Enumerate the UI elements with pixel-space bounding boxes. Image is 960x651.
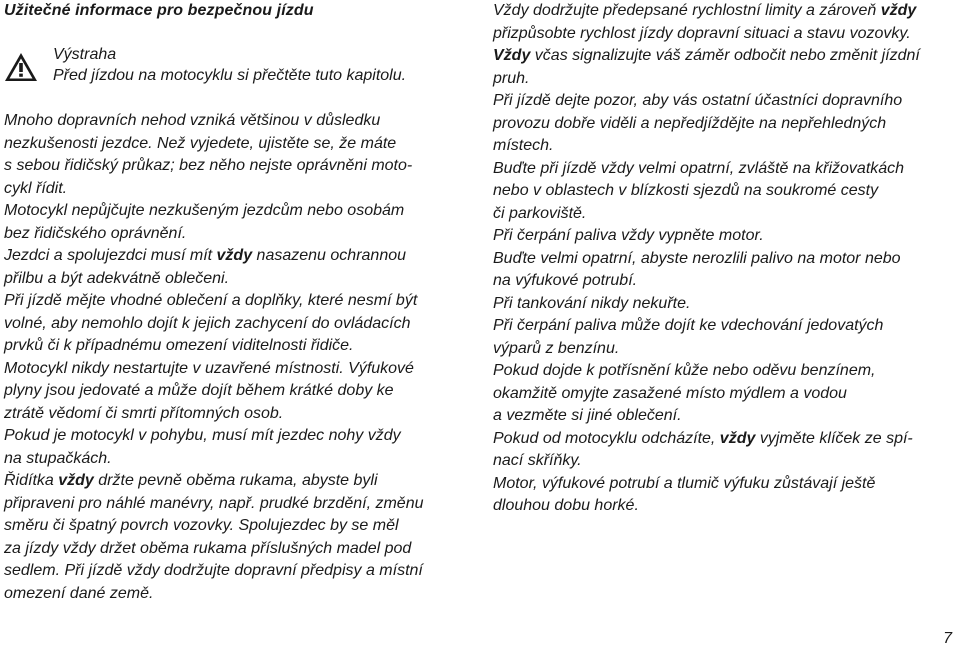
paragraph (4, 200, 464, 245)
text-segment: Jezdci a spolujezdci musí mít (4, 247, 217, 264)
emphasis-word: Vždy (493, 47, 531, 64)
emphasis-word: vždy (719, 429, 756, 447)
text-segment: nezkušenosti jezdce. Než vyjedete, ujistěte se, že máte (4, 134, 397, 152)
paragraph (493, 90, 960, 158)
text-line (4, 155, 464, 178)
text-segment: na výfukové potrubí. (493, 272, 638, 289)
section-heading: Užitečné informace pro bezpečnou jízdu (4, 2, 314, 19)
text-segment: nací skříňky. (493, 452, 582, 469)
text-segment: Pokud od motocyklu odcházíte, (493, 429, 720, 447)
right-column (493, 0, 960, 518)
text-line (4, 290, 464, 313)
paragraph (4, 425, 464, 470)
text-line (493, 293, 960, 316)
text-segment: Při čerpání paliva může dojít ke vdechování jedovatých (493, 317, 884, 334)
paragraph (493, 428, 960, 473)
text-segment: či parkoviště. (493, 204, 587, 222)
text-line (4, 245, 464, 268)
warning-text: Před jízdou na motocyklu si přečtěte tuto kapitolu. (53, 67, 407, 84)
text-line (4, 200, 464, 223)
emphasis-word: vždy (216, 247, 253, 264)
text-segment: dlouhou dobu horké. (493, 497, 639, 514)
text-segment: směru či špatný povrch vozovky. Spolujezdec by se měl (4, 517, 399, 534)
text-segment: Při tankování nikdy nekuřte. (493, 294, 691, 312)
text-line (493, 473, 960, 496)
warning-notice (4, 44, 464, 90)
text-line (4, 223, 464, 246)
text-line (493, 450, 960, 473)
text-segment: bez řidičského oprávnění. (4, 224, 187, 242)
text-line (4, 470, 464, 493)
paragraph (493, 0, 960, 45)
paragraph (493, 225, 960, 248)
text-segment: místech. (493, 137, 554, 154)
paragraph (4, 245, 464, 290)
text-line (493, 0, 960, 23)
text-segment: cykl řídit. (4, 179, 68, 197)
text-segment: na stupačkách. (4, 449, 112, 467)
paragraph (4, 290, 464, 358)
text-segment: výparů z benzínu. (493, 339, 620, 357)
text-line (4, 403, 464, 426)
text-segment: a vezměte si jiné oblečení. (493, 407, 682, 424)
text-line (493, 135, 960, 158)
text-line (4, 268, 464, 291)
text-segment: omezení dané země. (4, 584, 154, 602)
text-line (493, 360, 960, 383)
text-line (4, 583, 464, 606)
text-line (4, 515, 464, 538)
paragraph (493, 248, 960, 293)
text-segment: připraveni pro náhlé manévry, např. prudké brzdění, změnu (4, 494, 424, 512)
text-line (493, 270, 960, 293)
text-segment: Motocykl nepůjčujte nezkušeným jezdcům nebo osobám (4, 202, 405, 219)
text-segment: prvků či k případnému omezení viditelnosti řidiče. (4, 337, 354, 354)
paragraph (493, 158, 960, 226)
text-line (493, 180, 960, 203)
text-line (4, 358, 464, 381)
text-line (493, 113, 960, 136)
text-line (493, 158, 960, 181)
text-line (493, 248, 960, 271)
text-segment: s sebou řidičský průkaz; bez něho nejste oprávněni moto- (4, 157, 413, 174)
warning-title: Výstraha (53, 46, 117, 63)
text-line (493, 23, 960, 46)
paragraph (493, 315, 960, 360)
text-segment: Při jízdě dejte pozor, aby vás ostatní účastníci dopravního (493, 92, 903, 109)
emphasis-word: vždy (58, 472, 94, 489)
text-segment: provozu dobře viděli a nepředjíždějte na nepřehledných (493, 114, 887, 132)
text-segment: Vždy dodržujte předepsané rychlostní limity a zároveň (493, 2, 881, 19)
paragraph (4, 358, 464, 426)
text-segment: přizpůsobte rychlost jízdy dopravní situaci a stavu vozovky. (493, 24, 911, 42)
text-segment: včas signalizujte váš záměr odbočit nebo změnit jízdní (530, 47, 920, 64)
text-line (493, 495, 960, 518)
text-line (4, 560, 464, 583)
text-segment: volné, aby nemohlo dojít k jejich zachycení do ovládacích (4, 314, 411, 332)
text-segment: Pokud dojde k potřísnění kůže nebo oděvu benzínem, (493, 362, 876, 379)
text-line (4, 380, 464, 403)
text-line (4, 313, 464, 336)
text-segment: Buďte při jízdě vždy velmi opatrní, zvláště na křižovatkách (493, 159, 905, 177)
text-segment: plyny jsou jedovaté a může dojít během krátké doby ke (4, 382, 394, 399)
paragraph (493, 293, 960, 316)
text-line (4, 493, 464, 516)
text-line (4, 448, 464, 471)
paragraph (493, 45, 960, 90)
text-segment: vyjměte klíček ze spí- (755, 429, 913, 447)
text-segment: nebo v oblastech v blízkosti sjezdů na soukromé cesty (493, 182, 879, 199)
text-line (493, 338, 960, 361)
text-line (4, 133, 464, 156)
paragraph (493, 473, 960, 518)
text-segment: Při jízdě mějte vhodné oblečení a doplňky, které nesmí být (4, 292, 418, 309)
text-line (493, 225, 960, 248)
text-segment: nasazenu ochrannou (252, 247, 407, 264)
paragraph (493, 360, 960, 428)
text-line (493, 68, 960, 91)
text-line (493, 90, 960, 113)
text-line (493, 203, 960, 226)
text-line (4, 538, 464, 561)
text-segment: sedlem. Při jízdě vždy dodržujte dopravní předpisy a místní (4, 562, 423, 579)
text-segment: Pokud je motocykl v pohybu, musí mít jezdec nohy vždy (4, 427, 401, 444)
paragraph (4, 110, 464, 200)
page-number: 7 (943, 630, 952, 647)
text-segment: držte pevně oběma rukama, abyste byli (93, 472, 378, 489)
text-segment: Řidítka (4, 472, 59, 489)
text-segment: Motocykl nikdy nestartujte v uzavřené místnosti. Výfukové (4, 359, 414, 377)
text-segment: pruh. (493, 69, 530, 87)
text-line (493, 315, 960, 338)
text-line (493, 383, 960, 406)
text-line (4, 425, 464, 448)
text-line (493, 405, 960, 428)
text-segment: Mnoho dopravních nehod vzniká většinou v důsledku (4, 112, 381, 129)
text-segment: Motor, výfukové potrubí a tlumič výfuku zůstávají ještě (493, 474, 876, 492)
text-segment: přilbu a být adekvátně oblečeni. (4, 269, 230, 287)
text-segment: Buďte velmi opatrní, abyste nerozlili palivo na motor nebo (493, 249, 901, 267)
text-segment: ztrátě vědomí či smrti přítomných osob. (4, 404, 284, 422)
text-line (4, 110, 464, 133)
left-column (4, 110, 464, 605)
emphasis-word: vždy (880, 2, 917, 19)
text-segment: za jízdy vždy držet oběma rukama příslušných madel pod (4, 539, 412, 557)
text-segment: Při čerpání paliva vždy vypněte motor. (493, 227, 764, 244)
paragraph (4, 470, 464, 605)
text-segment: okamžitě omyjte zasažené místo mýdlem a vodou (493, 384, 847, 402)
text-line (493, 428, 960, 451)
text-line (4, 178, 464, 201)
text-line (4, 335, 464, 358)
warning-triangle-icon (4, 52, 38, 82)
text-line (493, 45, 960, 68)
